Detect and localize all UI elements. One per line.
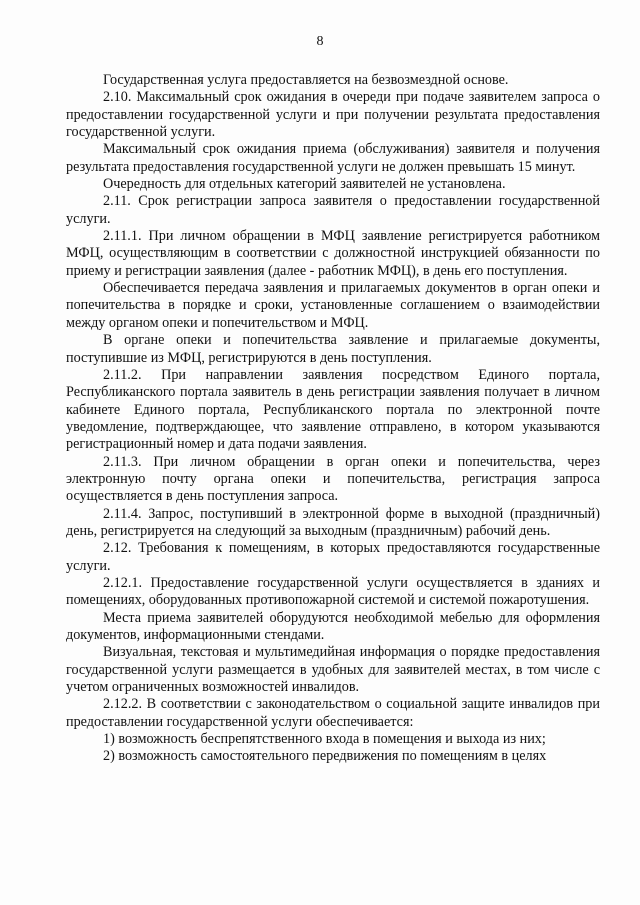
paragraph-2-11: 2.11. Срок регистрации запроса заявителя о предоставлении государственной услуги. [66, 193, 600, 227]
paragraph-2-12: 2.12. Требования к помещениям, в которых предоставляются государственные услуги. [66, 540, 600, 574]
paragraph-2-12-1: 2.12.1. Предоставление государственной услуги осуществляется в зданиях и помещениях, оборудованных противопожарной системой и системой пожаротушения. [66, 574, 600, 609]
paragraph-reception-places: Места приема заявителей оборудуются необходимой мебелью для оформления документов, информационными стендами. [66, 609, 600, 643]
document-body [66, 72, 600, 766]
paragraph-2-10: 2.10. Максимальный срок ожидания в очереди при подаче заявителем запроса о предоставлении государственной услуги и при получении результата предоставления государственной услуги. [66, 89, 600, 141]
paragraph-priority: Очередность для отдельных категорий заявителей не установлена. [103, 176, 506, 193]
paragraph-guardianship-registration: В органе опеки и попечительства заявление и прилагаемые документы, поступившие из МФЦ, регистрируются в день поступления. [66, 332, 600, 366]
paragraph-2-11-3: 2.11.3. При личном обращении в орган опеки и попечительства, через электронную почту органа опеки и попечительства, регистрация запроса осуществляется в день поступления запроса. [66, 453, 600, 505]
paragraph-2-11-4: 2.11.4. Запрос, поступивший в электронной форме в выходной (праздничный) день, регистрируется на следующий за выходным (праздничным) рабочий день. [66, 505, 600, 539]
paragraph-visual-info: Визуальная, текстовая и мультимедийная информация о порядке предоставления государственной услуги размещается в удобных для заявителей местах, в том числе с учетом ограниченных возможностей инвалидов. [66, 644, 600, 696]
list-item-1: 1) возможность беспрепятственного входа в помещения и выхода из них; [103, 731, 546, 748]
list-item-2: 2) возможность самостоятельного передвижения по помещениям в целях [103, 748, 547, 765]
paragraph-2-11-2: 2.11.2. При направлении заявления посредством Единого портала, Республиканского портала заявитель в день регистрации заявления получает в личном кабинете Единого портала, Республиканского портала по электронной почте уведомление, подтверждающее, что заявление отправлено, в котором указываются регистрационный номер и дата подачи заявления. [66, 366, 600, 453]
paragraph-transfer: Обеспечивается передача заявления и прилагаемых документов в орган опеки и попечительства в порядке и сроки, установленные соглашением о взаимодействии между органом опеки и попечительством и МФЦ. [66, 280, 600, 331]
paragraph-free-service: Государственная услуга предоставляется на безвозмездной основе. [103, 72, 509, 88]
paragraph-max-wait: Максимальный срок ожидания приема (обслуживания) заявителя и получения результата предоставления государственной услуги не должен превышать 15 минут. [66, 141, 600, 175]
paragraph-2-11-1: 2.11.1. При личном обращении в МФЦ заявление регистрируется работником МФЦ, осуществляющим в соответствии с должностной инструкцией обязанности по приему и регистрации заявления (далее - работник МФЦ), в день его поступления. [66, 228, 600, 279]
page-number: 8 [316, 34, 324, 49]
paragraph-2-12-2: 2.12.2. В соответствии с законодательством о социальной защите инвалидов при предоставлении государственной услуги обеспечивается: [66, 696, 600, 730]
